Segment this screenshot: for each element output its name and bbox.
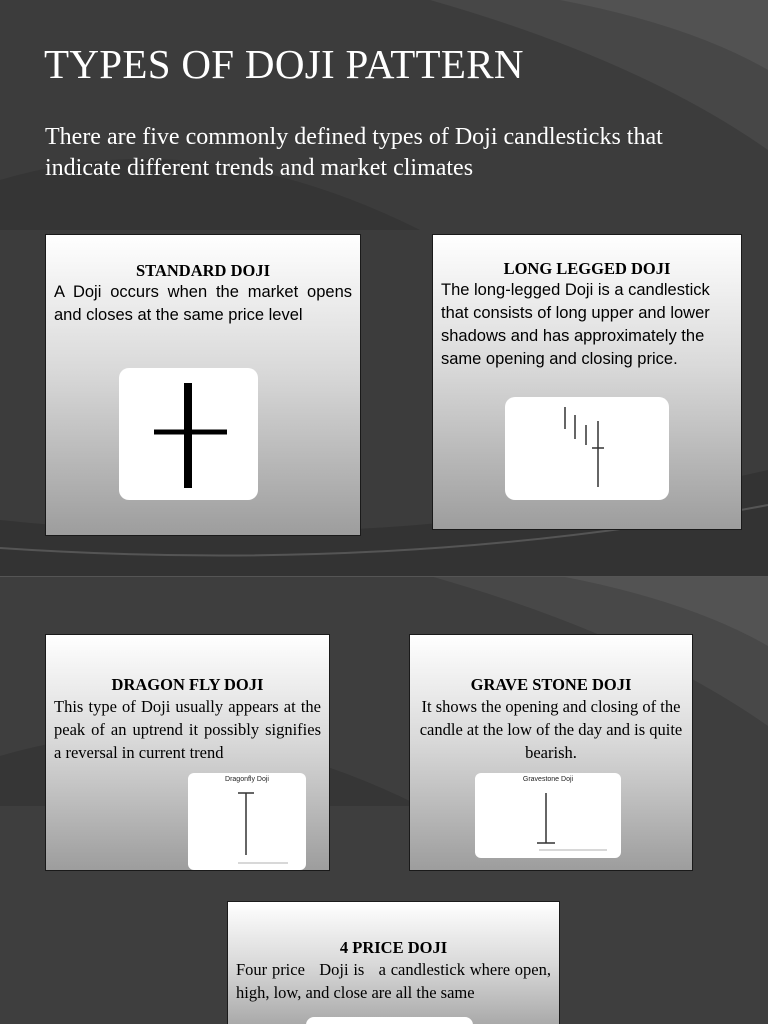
gravestone-doji-icon — [475, 773, 621, 858]
long-legged-doji-image — [505, 397, 669, 500]
gravestone-doji-card — [409, 634, 693, 871]
image-caption: Dragonfly Doji — [225, 776, 269, 783]
card-text: Four price Doji is a candlestick where open, high, low, and close are all the same — [236, 960, 556, 1002]
four-price-doji-image — [306, 1017, 473, 1024]
slide-2 — [0, 576, 768, 1024]
card-heading: DRAGON FLY DOJI — [111, 675, 264, 694]
standard-doji-image — [119, 368, 258, 500]
dragonfly-doji-image — [188, 773, 306, 870]
gravestone-doji-image — [475, 773, 621, 858]
dragonfly-doji-icon — [188, 773, 306, 870]
long-legged-doji-icon — [505, 397, 669, 500]
slide-title: TYPES OF DOJI PATTERN — [44, 41, 524, 87]
four-price-doji-card — [227, 901, 560, 1024]
card-text: It shows the opening and closing of the candle at the low of the day and is quite bearish. — [419, 697, 683, 762]
card-text: This type of Doji usually appears at the peak of an uptrend it possibly signifies a reversal in current trend — [54, 697, 321, 762]
card-heading: STANDARD DOJI — [136, 261, 270, 280]
long-legged-doji-card — [432, 234, 742, 530]
standard-doji-card — [45, 234, 361, 536]
dragonfly-doji-card — [45, 634, 330, 871]
standard-doji-icon — [119, 368, 258, 500]
card-text: A Doji occurs when the market opens and closes at the same price level — [54, 283, 352, 324]
card-heading: LONG LEGGED DOJI — [503, 259, 671, 278]
card-heading: 4 PRICE DOJI — [339, 938, 448, 957]
image-caption: Gravestone Doji — [522, 776, 574, 783]
card-text: The long-legged Doji is a candlestick that consists of long upper and lower shadows and has approximately the same opening and closing price. — [441, 281, 710, 368]
slide-subtitle: There are five commonly defined types of Doji candlesticks that indicate different trends and market climates — [45, 124, 663, 181]
card-heading: GRAVE STONE DOJI — [470, 675, 632, 694]
